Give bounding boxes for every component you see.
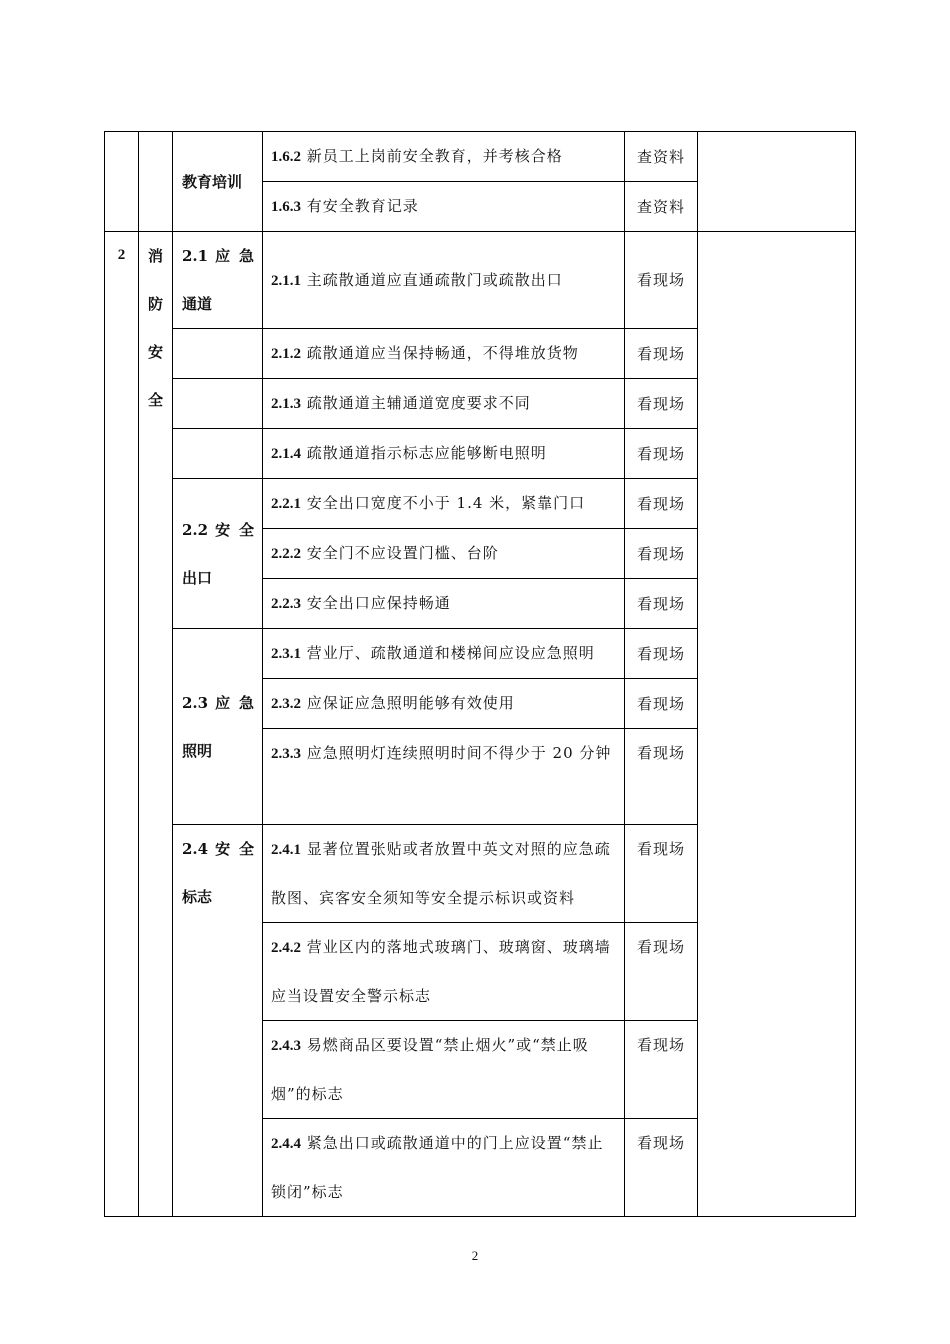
section-name-cell (139, 132, 173, 232)
item-cell (263, 379, 625, 429)
method-cell: 看现场 (625, 825, 698, 923)
item-text: 易燃商品区要设置“禁止烟火”或“禁止吸烟”的标志 (271, 1036, 589, 1103)
item-cell (263, 479, 625, 529)
subsection-label: 2.2 安 全 (182, 520, 254, 539)
item-text: 主疏散通道应直通疏散门或疏散出口 (306, 270, 563, 289)
remark-cell (698, 232, 856, 1217)
item-text: 安全出口应保持畅通 (306, 594, 451, 612)
method-cell: 查资料 (625, 132, 698, 182)
item-text: 安全门不应设置门槛、台阶 (306, 544, 499, 562)
item-cell (263, 329, 625, 379)
subsection-label: 2.1 应 急 (182, 247, 254, 265)
item-cell (263, 529, 625, 579)
item-code: 2.2.3 (271, 596, 301, 612)
item-text: 疏散通道主辅通道宽度要求不同 (306, 394, 531, 412)
method-cell: 看现场 (625, 579, 698, 629)
section-name-cell (139, 232, 173, 1217)
subsection-cell (173, 429, 263, 479)
item-cell (263, 429, 625, 479)
subsection-cell (173, 329, 263, 379)
method-cell: 看现场 (625, 679, 698, 729)
item-cell (263, 579, 625, 629)
item-code: 2.1.4 (271, 446, 301, 462)
subsection-cell (173, 232, 263, 329)
item-text: 有安全教育记录 (306, 197, 419, 215)
item-cell (263, 182, 625, 232)
method-cell: 看现场 (625, 379, 698, 429)
method-cell: 看现场 (625, 329, 698, 379)
item-code: 2.3.3 (271, 746, 301, 762)
item-cell (263, 629, 625, 679)
page-number: 2 (471, 1248, 479, 1263)
item-code: 1.6.3 (271, 199, 301, 215)
method-cell: 看现场 (625, 429, 698, 479)
table-row (105, 132, 856, 182)
subsection-label-line2: 通道 (182, 295, 213, 313)
subsection-label: 2.4 安 全 (182, 840, 254, 858)
item-code: 2.4.2 (271, 940, 301, 956)
subsection-cell (173, 629, 263, 825)
item-cell (263, 923, 625, 1021)
subsection-label: 2.3 应 急 (182, 693, 254, 712)
item-text: 营业厅、疏散通道和楼梯间应设应急照明 (306, 644, 595, 662)
item-text: 显著位置张贴或者放置中英文对照的应急疏散图、宾客安全须知等安全提示标识或资料 (271, 840, 611, 907)
item-code: 2.4.1 (271, 842, 301, 858)
section-name-char: 消 (147, 247, 163, 265)
inspection-table (104, 131, 856, 1217)
subsection-label-line2: 标志 (182, 888, 213, 906)
item-cell (263, 729, 625, 825)
item-code: 1.6.2 (271, 149, 301, 165)
item-code: 2.2.2 (271, 546, 301, 562)
method-cell: 看现场 (625, 1021, 698, 1119)
item-text: 营业区内的落地式玻璃门、玻璃窗、玻璃墙应当设置安全警示标志 (271, 938, 611, 1005)
table-row (105, 232, 856, 329)
section-name-char: 全 (147, 391, 163, 409)
method-cell: 看现场 (625, 629, 698, 679)
item-cell (263, 825, 625, 923)
method-cell: 看现场 (625, 729, 698, 825)
item-code: 2.3.2 (271, 696, 301, 712)
item-code: 2.2.1 (271, 496, 301, 512)
subsection-cell (173, 132, 263, 232)
item-code: 2.1.1 (271, 272, 301, 289)
subsection-cell (173, 825, 263, 1217)
item-cell (263, 232, 625, 329)
item-code: 2.3.1 (271, 646, 301, 662)
section-number-cell (105, 232, 139, 1217)
remark-cell (698, 132, 856, 232)
section-number: 2 (117, 247, 126, 263)
subsection-cell (173, 379, 263, 429)
method-cell: 看现场 (625, 923, 698, 1021)
item-code: 2.1.3 (271, 396, 301, 412)
item-text: 安全出口宽度不小于 1.4 米，紧靠门口 (306, 494, 586, 512)
subsection-label-line2: 出口 (182, 568, 213, 587)
item-text: 疏散通道应当保持畅通，不得堆放货物 (306, 344, 579, 362)
item-cell (263, 1119, 625, 1217)
subsection-cell (173, 479, 263, 629)
item-text: 应保证应急照明能够有效使用 (306, 694, 515, 712)
item-text: 疏散通道指示标志应能够断电照明 (306, 444, 547, 462)
section-number-cell (105, 132, 139, 232)
item-code: 2.1.2 (271, 346, 301, 362)
method-cell: 看现场 (625, 232, 698, 329)
item-text: 应急照明灯连续照明时间不得少于 20 分钟 (306, 744, 612, 762)
subsection-label: 教育培训 (182, 172, 243, 191)
method-cell: 查资料 (625, 182, 698, 232)
item-cell (263, 1021, 625, 1119)
section-name-char: 安 (147, 343, 163, 361)
method-cell: 看现场 (625, 1119, 698, 1217)
method-cell: 看现场 (625, 479, 698, 529)
subsection-label-line2: 照明 (182, 741, 213, 760)
item-code: 2.4.3 (271, 1038, 301, 1054)
item-text: 新员工上岗前安全教育，并考核合格 (306, 147, 563, 165)
item-code: 2.4.4 (271, 1136, 301, 1152)
item-text: 紧急出口或疏散通道中的门上应设置“禁止锁闭”标志 (271, 1134, 604, 1201)
item-cell (263, 132, 625, 182)
method-cell: 看现场 (625, 529, 698, 579)
item-cell (263, 679, 625, 729)
section-name-char: 防 (147, 295, 163, 313)
